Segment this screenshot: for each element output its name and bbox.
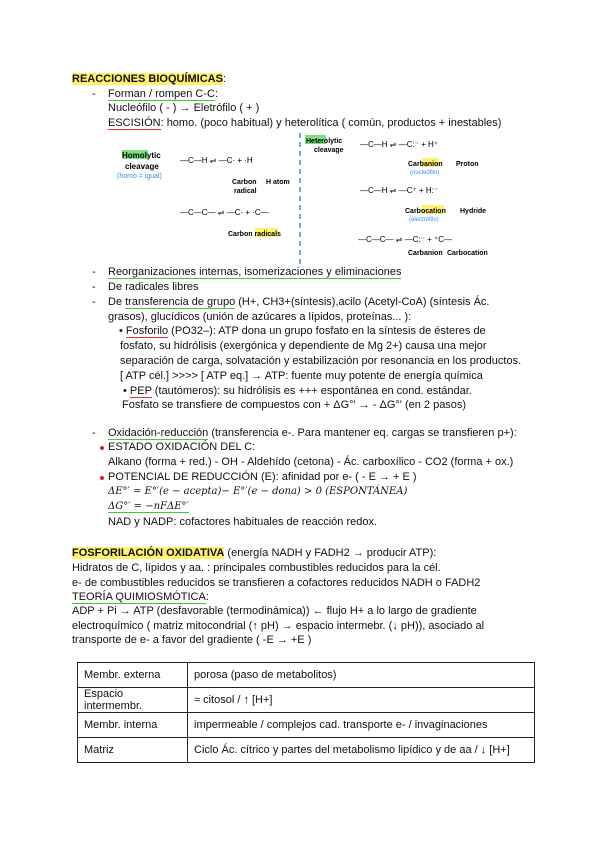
escision-rest: : homo. (poco habitual) y heterolítica ( común, productos + inestables) [160, 117, 502, 129]
pep-text: PEP [129, 385, 152, 397]
list-dash: - [92, 266, 96, 278]
title-text: REACCIONES BIOQUÍMICAS [72, 73, 223, 85]
text-line: transporte de e- a favor del gradiente ( -E → +E ) [72, 634, 312, 646]
cleavage-label: cleavage [314, 147, 344, 154]
oxred-text: Oxidación-reducción [108, 427, 209, 439]
carbon-radicals-label: Carbon radicals [228, 231, 281, 238]
text-line [108, 116, 501, 130]
table-row [78, 688, 535, 713]
fosforilo-text: Fosforilo [125, 325, 169, 337]
reorg-text: Reorganizaciones internas, isomerizaciones y eliminaciones [108, 266, 402, 278]
homo-equation-1: —C—H ⇌ —C· + ·H [180, 156, 253, 165]
hetero-equation-2: —C—H ⇌ —C⁺ + H:⁻ [360, 186, 439, 195]
table-cell: ≈ citosol / ↑ [H+] [188, 688, 535, 713]
red-bullet-dot [100, 446, 104, 450]
list-dash: - [92, 296, 96, 308]
text-line: Fosfato se transfiere de compuestos con + ΔG°' → - ΔG°' (en 2 pasos) [122, 399, 467, 411]
text-line: separación de carga, solvatación y estabilización por resonancia en los productos. [120, 355, 522, 367]
text-line: fosfato, su hidrólisis (exergónica y dependiente de Mg 2+) causa una mejor [120, 340, 487, 352]
list-item [108, 87, 218, 101]
text-line: Nucleófilo ( - ) → Eletrófilo ( + ) [108, 102, 260, 114]
fosforilo-rest: (PO32–): ATP dona un grupo fosfato en la síntesis de ésteres de [168, 325, 486, 337]
table-cell: Ciclo Ác. cítrico y partes del metabolismo lipídico y de aa / ↓ [H+] [188, 738, 535, 763]
table-row [78, 663, 535, 688]
equation-delta-e: ΔE°′ = E°′(e − acepta)− E°′(e − dona) > 0 (ESPONTÁNEA) [108, 486, 408, 497]
table-cell: Espacio intermembr. [78, 688, 188, 713]
list-dash: - [92, 281, 96, 293]
cleavage-label: cleavage [125, 162, 159, 171]
table-cell: impermeable / complejos cad. transporte e- / invaginaciones [188, 713, 535, 738]
pep-rest: (tautómeros): su hidrólisis es +++ espontánea en cond. estándar. [151, 385, 472, 397]
list-item [108, 295, 490, 309]
table-row [78, 713, 535, 738]
nucleofilo-note: (nucleófilo) [410, 170, 440, 176]
table-cell: Matriz [78, 738, 188, 763]
equation-delta-g [108, 500, 189, 514]
text-line: e- de combustibles reducidos se transfieren a cofactores reducidos NADH o FADH2 [72, 577, 481, 589]
radical-label: radical [234, 188, 257, 195]
title-rest: (energía NADH y FADH2 → producir ATP): [224, 547, 437, 559]
text-line [119, 324, 486, 338]
table-row [78, 738, 535, 763]
homolytic-label: Homolytic [122, 151, 161, 160]
list-item [108, 426, 517, 440]
section-title [72, 72, 226, 86]
table-cell: Membr. interna [78, 713, 188, 738]
carbanion-label: Carbanion [408, 161, 443, 168]
title-text: FOSFORILACIÓN OXIDATIVA [72, 547, 225, 559]
mitochondria-table [77, 662, 535, 763]
proton-label: Proton [456, 161, 479, 168]
text-line [72, 590, 209, 604]
text-line: [ ATP cél.] >>>> [ ATP eq.] → ATP: fuente muy potente de energía química [120, 370, 483, 382]
carbocation-label: Carbocation [405, 208, 446, 215]
carbon-label: Carbon [232, 179, 257, 186]
homo-note: (homo = igual) [117, 173, 162, 180]
homo-equation-2: —C—C— ⇌ —C· + ·C— [180, 208, 269, 217]
electrofilo-note: (electrófilo) [409, 217, 439, 223]
carbanion-label-2: Carbanion [408, 250, 443, 257]
colon: : [214, 88, 219, 100]
list-dash: - [92, 88, 96, 100]
colon: : [222, 73, 227, 85]
heterolytic-label: Heterolytic [306, 138, 343, 145]
text-line: ESTADO OXIDACIÓN DEL C: [108, 441, 256, 453]
forman-text: Forman / rompen C-C [108, 88, 215, 100]
text-line: NAD y NADP: cofactores habituales de reacción redox. [108, 516, 378, 528]
list-item: De radicales libres [108, 281, 199, 293]
transferencia-text: transferencia de grupo [125, 296, 236, 308]
hatom-label: H atom [266, 179, 290, 186]
list-dash: - [92, 427, 96, 439]
carbocation-label-2: Carbocation [447, 250, 488, 257]
text-line [123, 384, 472, 398]
text-line: ADP + Pi → ATP (desfavorable (termodinámica)) ← flujo H+ a lo largo de gradiente [72, 605, 477, 617]
red-bullet-dot [100, 476, 104, 480]
text-line: Hidratos de C, lípidos y aa. : principales combustibles reducidos para la cél. [72, 562, 441, 574]
text-line: electroquímico ( matriz mitocondrial (↑ pH) → espacio intermebr. (↓ pH)), asociado al [72, 620, 485, 632]
equation-delta-g-text: ΔG°′ = −nFΔE°′ [108, 501, 189, 512]
section-title [72, 546, 436, 560]
list-item [108, 265, 401, 279]
text-line: POTENCIAL DE REDUCCIÓN (E): afinidad por e- ( - E → + E ) [108, 471, 417, 483]
text-line: grasos), glucídicos (unión de azúcares a lípidos, proteínas... ): [108, 311, 412, 323]
oxred-rest: (transferencia e-. Para mantener eq. cargas se transfieren p+): [208, 427, 517, 439]
table-cell: porosa (paso de metabolitos) [188, 663, 535, 688]
hetero-equation-1: —C—H ⇌ —C:⁻ + H⁺ [360, 140, 439, 149]
hydride-label: Hydride [460, 208, 487, 215]
bullet: • [119, 325, 126, 337]
table-cell: Membr. externa [78, 663, 188, 688]
colon: : [205, 591, 209, 603]
bullet: • [123, 385, 130, 397]
escision-text: ESCISIÓN [108, 117, 161, 129]
transferencia-rest: (H+, CH3+(síntesis),acilo (Acetyl-CoA) (síntesis Ác. [235, 296, 490, 308]
text-line: Alkano (forma + red.) - OH - Aldehído (cetona) - Ác. carboxílico - CO2 (forma + ox.) [108, 456, 514, 468]
de-text: De [108, 296, 126, 308]
hetero-equation-3: —C—C— ⇌ —C:⁻ + ⁺C— [358, 235, 453, 244]
cleavage-diagram [0, 130, 600, 270]
teoria-text: TEORÍA QUIMIOSMÓTICA [72, 591, 206, 603]
